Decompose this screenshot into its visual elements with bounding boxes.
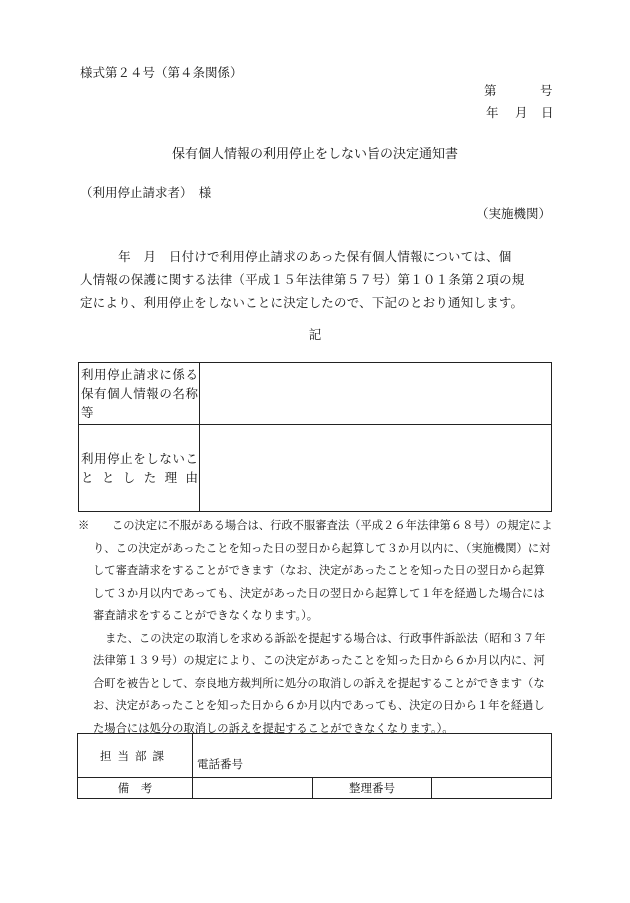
note-section xyxy=(78,515,554,740)
date-year: 年 xyxy=(486,105,499,120)
note-text-2: また、この決定の取消しを求める訴訟を提起する場合は、行政事件訴訟法（昭和３７年法律第１３９号）の規定により、この決定があったことを知った日から６か月以内に、河合町を被告として、奈良地方裁判所に処分の取消しの訴えを提起することができます（なお、決定があったことを知った日から６か月以内であっても、決定の日から１年を経過した場合には処分の取消しの訴えを提起することができなくなります。）。 xyxy=(93,631,546,735)
dept-label: 担当部課 xyxy=(78,734,193,778)
reason-label: 利用停止をしないこととした理由 xyxy=(79,425,200,512)
tel-label: 電話番号 xyxy=(197,757,243,771)
date-day: 日 xyxy=(541,105,554,120)
form-number: 様式第２４号（第４条関係） xyxy=(80,65,243,80)
reason-value[interactable] xyxy=(200,425,552,512)
addressee: （利用停止請求者） 様 xyxy=(80,185,212,200)
note-mark: ※ xyxy=(78,519,90,532)
table-row xyxy=(79,425,552,512)
date-month: 月 xyxy=(515,105,528,120)
document-title: 保有個人情報の利用停止をしない旨の決定通知書 xyxy=(171,147,458,162)
number-prefix: 第 xyxy=(484,83,497,98)
body-paragraph xyxy=(80,245,553,314)
file-number-label: 整理番号 xyxy=(312,778,432,799)
table-row xyxy=(78,778,552,799)
table-row xyxy=(79,363,552,425)
details-table xyxy=(78,362,552,512)
number-suffix: 号 xyxy=(540,83,553,98)
issuing-agency: （実施機関） xyxy=(475,206,551,221)
body-line-2: 人情報の保護に関する法律（平成１５年法律第５７号）第１０１条第２項の規 xyxy=(80,272,525,287)
table-row xyxy=(78,734,552,778)
info-name-label: 利用停止請求に係る保有個人情報の名称等 xyxy=(79,363,200,425)
footer-table xyxy=(77,733,552,799)
remarks-label: 備 考 xyxy=(78,778,193,799)
remarks-value[interactable] xyxy=(193,778,313,799)
dept-value[interactable] xyxy=(193,734,552,778)
note-paragraph-2 xyxy=(78,628,554,741)
body-line-1: 年 月 日付けで利用停止請求のあった保有個人情報については、個 xyxy=(80,249,512,264)
note-text-1: この決定に不服がある場合は、行政不服審査法（平成２６年法律第６８号）の規定により、この決定があったことを知った日の翌日から起算して３か月以内に、（実施機関）に対して審査請求をすることができます（なお、決定があったことを知った日の翌日から起算して３か月以内であっても、決定があった日の翌日から起算して１年を経過した場合には審査請求をすることができなくなります。）。 xyxy=(93,519,553,622)
file-number-value[interactable] xyxy=(432,778,552,799)
ki-heading: 記 xyxy=(308,327,322,342)
note-paragraph-1 xyxy=(78,515,554,628)
info-name-value[interactable] xyxy=(200,363,552,425)
body-line-3: 定により、利用停止をしないことに決定したので、下記のとおり通知します。 xyxy=(80,295,524,310)
